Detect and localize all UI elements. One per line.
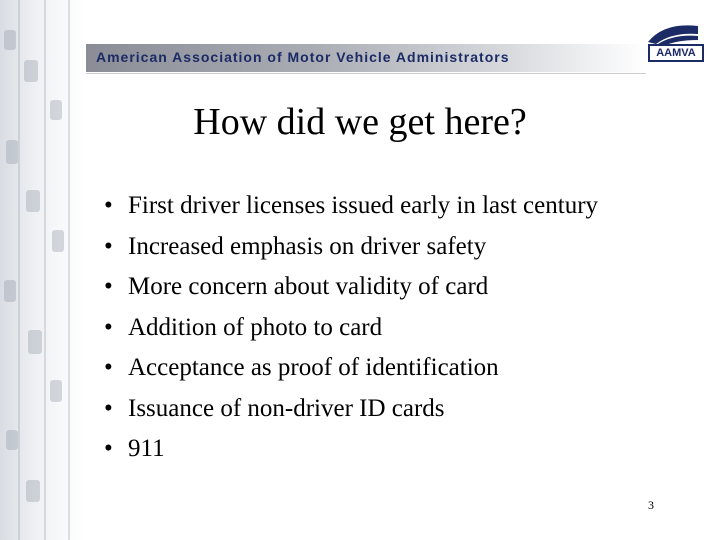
bullet-icon: • [104, 192, 113, 219]
bullet-icon: • [104, 313, 113, 341]
list-item: • Acceptance as proof of identification [104, 348, 598, 389]
bullet-icon: • [104, 273, 113, 300]
bullet-list [104, 186, 598, 470]
bullet-icon: • [104, 435, 113, 462]
list-item: • First driver licenses issued early in last century [104, 186, 598, 227]
list-item: • More concern about validity of card [104, 267, 598, 308]
list-item: • 911 [104, 429, 598, 470]
list-item: • Issuance of non-driver ID cards [104, 389, 598, 430]
list-item: • Increased emphasis on driver safety [104, 227, 598, 268]
bullet-icon: • [104, 354, 113, 381]
organization-name: American Association of Motor Vehicle Administrators [96, 49, 510, 65]
bullet-icon: • [104, 232, 113, 260]
logo-wordmark: AAMVA [648, 44, 704, 62]
page-number: 3 [648, 498, 654, 512]
list-item: • Addition of photo to card [104, 308, 598, 349]
slide-title: How did we get here? [193, 101, 527, 143]
bullet-icon: • [104, 394, 113, 422]
traffic-photo-strip [0, 0, 86, 540]
header-divider [86, 73, 646, 74]
